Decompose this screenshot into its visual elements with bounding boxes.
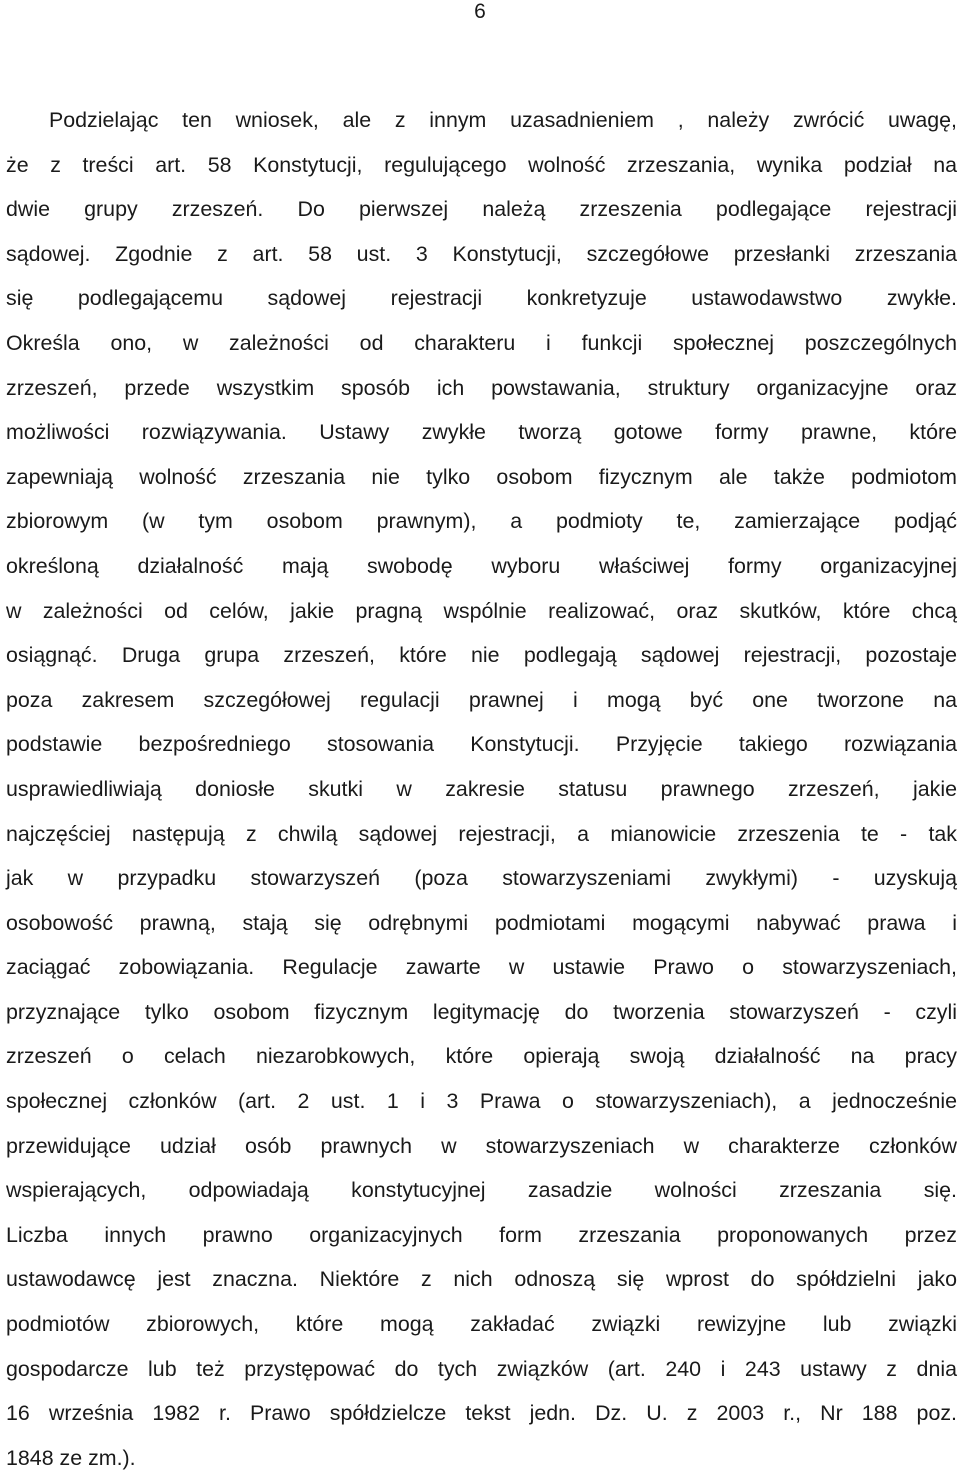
text-line: zbiorowym (w tym osobom prawnym), a podmioty te, zamierzające podjąć [6, 509, 957, 534]
text-line: możliwości rozwiązywania. Ustawy zwykłe tworzą gotowe formy prawne, które [6, 420, 957, 445]
text-line: Podzielając ten wniosek, ale z innym uzasadnieniem , należy zwrócić uwagę, [49, 108, 957, 132]
text-line: 16 września 1982 r. Prawo spółdzielcze tekst jedn. Dz. U. z 2003 r., Nr 188 poz. [6, 1401, 957, 1426]
text-line: dwie grupy zrzeszeń. Do pierwszej należą zrzeszenia podlegające rejestracji [6, 197, 957, 222]
text-line: podmiotów zbiorowych, które mogą zakładać związki rewizyjne lub związki [6, 1312, 957, 1337]
text-line: poza zakresem szczegółowej regulacji prawnej i mogą być one tworzone na [6, 687, 957, 712]
text-line: przewidujące udział osób prawnych w stowarzyszeniach w charakterze członków [6, 1133, 957, 1158]
text-line: zrzeszeń o celach niezarobkowych, które opierają swoją działalność na pracy [6, 1044, 957, 1069]
text-line: jak w przypadku stowarzyszeń (poza stowarzyszeniami zwykłymi) - uzyskują [6, 866, 957, 891]
text-line: zrzeszeń, przede wszystkim sposób ich powstawania, struktury organizacyjne oraz [6, 375, 957, 400]
text-line: zaciągać zobowiązania. Regulacje zawarte w ustawie Prawo o stowarzyszeniach, [6, 955, 957, 980]
text-line: gospodarcze lub też przystępować do tych związków (art. 240 i 243 ustawy z dnia [6, 1356, 957, 1381]
text-line: sądowej. Zgodnie z art. 58 ust. 3 Konstytucji, szczegółowe przesłanki zrzeszania [6, 241, 957, 266]
text-line: osobowość prawną, stają się odrębnymi podmiotami mogącymi nabywać prawa i [6, 910, 957, 935]
text-line: określoną działalność mają swobodę wyboru właściwej formy organizacyjnej [6, 553, 957, 578]
text-line: usprawiedliwiają doniosłe skutki w zakresie statusu prawnego zrzeszeń, jakie [6, 776, 957, 801]
text-line: zapewniają wolność zrzeszania nie tylko osobom fizycznym ale także podmiotom [6, 464, 957, 489]
text-line: w zależności od celów, jakie pragną wspólnie realizować, oraz skutków, które chcą [6, 598, 957, 623]
text-line: Określa ono, w zależności od charakteru i funkcji społecznej poszczególnych [6, 330, 957, 355]
text-line: społecznej członków (art. 2 ust. 1 i 3 Prawa o stowarzyszeniach), a jednocześnie [6, 1089, 957, 1114]
text-line: przyznające tylko osobom fizycznym legitymację do tworzenia stowarzyszeń - czyli [6, 999, 957, 1024]
text-line: Liczba innych prawno organizacyjnych form zrzeszania proponowanych przez [6, 1222, 957, 1247]
text-line: osiągnąć. Druga grupa zrzeszeń, które nie podlegają sądowej rejestracji, pozostaje [6, 643, 957, 668]
text-line: ustawodawcę jest znaczna. Niektóre z nich odnoszą się wprost do spółdzielni jako [6, 1267, 957, 1292]
text-line: najczęściej następują z chwilą sądowej rejestracji, a mianowicie zrzeszenia te - tak [6, 821, 957, 846]
text-line: 1848 ze zm.). [6, 1445, 136, 1470]
body-paragraph [6, 98, 957, 1480]
text-line: podstawie bezpośredniego stosowania Konstytucji. Przyjęcie takiego rozwiązania [6, 732, 957, 757]
page-number: 6 [474, 0, 486, 23]
text-line: wspierających, odpowiadają konstytucyjnej zasadzie wolności zrzeszania się. [6, 1178, 957, 1203]
text-line: że z treści art. 58 Konstytucji, regulującego wolność zrzeszania, wynika podział na [6, 152, 957, 177]
text-line: się podlegającemu sądowej rejestracji konkretyzuje ustawodawstwo zwykłe. [6, 286, 957, 311]
